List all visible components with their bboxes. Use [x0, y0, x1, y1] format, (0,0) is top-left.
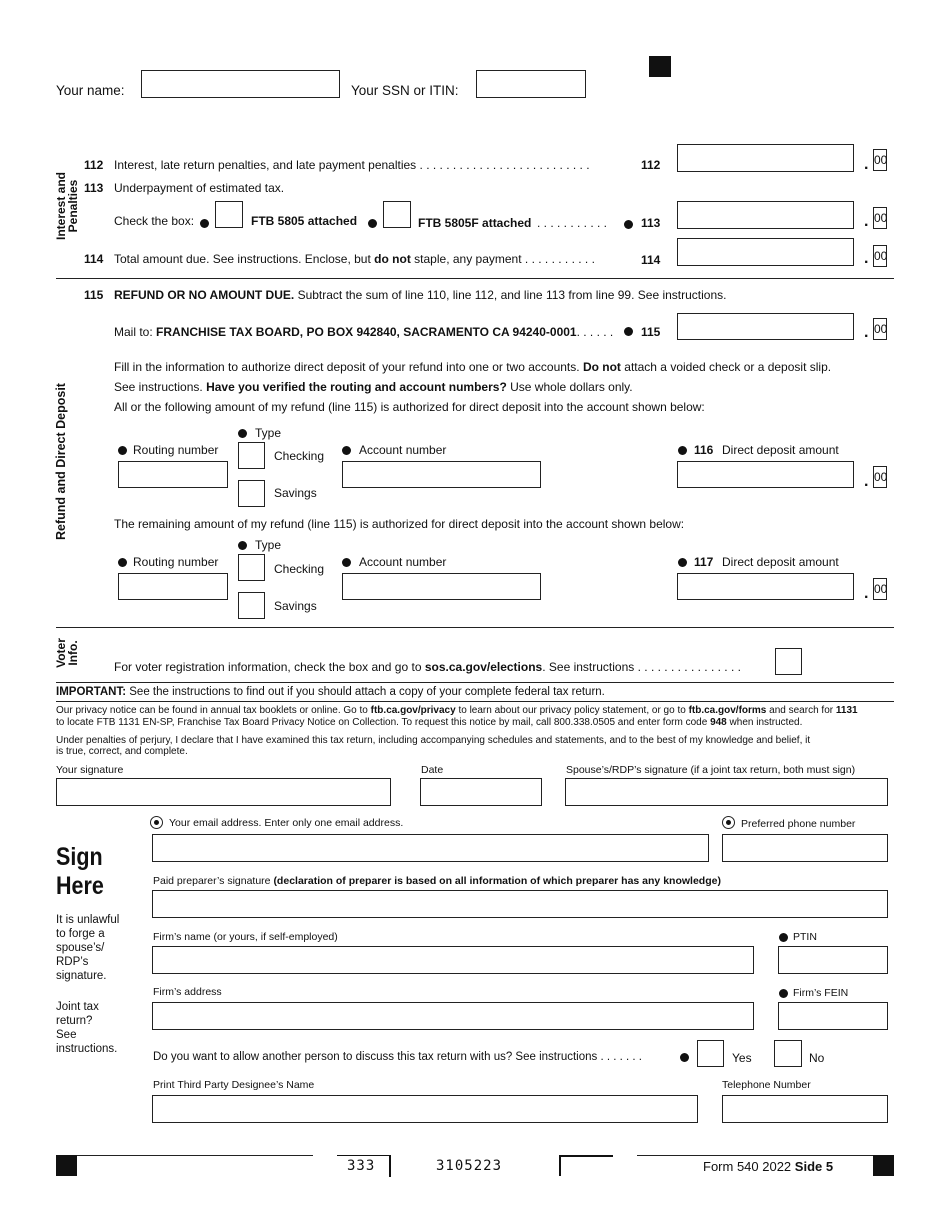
decimal-point: .	[864, 585, 869, 602]
line-113-amount-field[interactable]	[677, 201, 854, 229]
bullet-icon	[624, 327, 633, 336]
deposit-intro-3: All or the following amount of my refund (line 115) is authorized for direct deposit into the account shown below:	[114, 400, 705, 414]
preparer-signature-field[interactable]	[152, 890, 888, 918]
line-116-amount-field[interactable]	[677, 461, 854, 488]
line-114-amount-field[interactable]	[677, 238, 854, 266]
savings-label: Savings	[274, 599, 317, 613]
account-label: Account number	[359, 443, 447, 457]
routing-number-field-1[interactable]	[118, 461, 228, 488]
registration-mark-bottom-right	[873, 1155, 894, 1176]
bullet-icon	[118, 558, 127, 567]
ftb-5805-label: FTB 5805 attached	[251, 214, 358, 228]
checking-checkbox-2[interactable]	[238, 554, 265, 581]
your-signature-field[interactable]	[56, 778, 391, 806]
line-112-cents: 00	[873, 149, 887, 171]
line-114-number-right: 114	[641, 253, 661, 267]
decimal-point: .	[864, 250, 869, 267]
line-114-text: Total amount due. See instructions. Enclose, but do not staple, any payment . . . . . . . . . . .	[114, 252, 595, 266]
line-113-number-right: 113	[641, 216, 661, 230]
line-117-cents: 00	[873, 578, 887, 600]
spouse-signature-label: Spouse’s/RDP’s signature (if a joint tax return, both must sign)	[566, 764, 856, 776]
bullet-icon	[342, 558, 351, 567]
phone-field[interactable]	[722, 834, 888, 862]
section-divider	[56, 278, 894, 279]
footer-code-2: 3105223	[436, 1158, 503, 1174]
registration-mark-top	[649, 56, 671, 77]
decimal-point: .	[864, 324, 869, 341]
line-112-number-right: 112	[641, 158, 661, 172]
line-117-number: 117	[694, 555, 714, 569]
spouse-signature-field[interactable]	[565, 778, 888, 806]
privacy-notice-2: to locate FTB 1131 EN-SP, Franchise Tax Board Privacy Notice on Collection. To request this notice by mail, call 800.338.0505 and enter form code 948 when instructed.	[56, 717, 803, 728]
section-refund-label: Refund and Direct Deposit	[54, 383, 68, 540]
routing-label: Routing number	[133, 443, 219, 457]
line-113-text: Underpayment of estimated tax.	[114, 181, 285, 195]
line-114-number: 114	[84, 252, 104, 266]
phone-radio-icon[interactable]	[722, 816, 735, 829]
decimal-point: .	[864, 213, 869, 230]
account-label: Account number	[359, 555, 447, 569]
form-label: Form 540 2022 Side 5	[703, 1159, 834, 1174]
bullet-icon	[624, 220, 633, 229]
deposit-intro-1: Fill in the information to authorize direct deposit of your refund into one or two accounts. Do not attach a voided check or a deposit slip.	[114, 360, 832, 374]
bullet-icon	[678, 446, 687, 455]
unlawful-notice: It is unlawful to forge a spouse’s/ RDP’s signature.	[56, 914, 120, 982]
date-label: Date	[421, 764, 444, 776]
date-field[interactable]	[420, 778, 542, 806]
joint-return-notice: Joint tax return? See instructions.	[56, 1001, 118, 1055]
line-116-label: Direct deposit amount	[722, 443, 839, 457]
account-number-field-2[interactable]	[342, 573, 541, 600]
footer-line	[637, 1155, 873, 1156]
section-divider	[56, 682, 894, 683]
line-113-cents: 00	[873, 207, 887, 229]
telephone-label: Telephone Number	[722, 1079, 811, 1091]
bullet-icon	[779, 933, 788, 942]
firm-address-field[interactable]	[152, 1002, 754, 1030]
firm-name-label: Firm’s name (or yours, if self-employed)	[153, 931, 338, 943]
bullet-icon	[118, 446, 127, 455]
line-117-amount-field[interactable]	[677, 573, 854, 600]
deposit-intro-2: See instructions. Have you verified the routing and account numbers? Use whole dollars only.	[114, 380, 633, 394]
phone-label: Preferred phone number	[741, 818, 856, 830]
type-label: Type	[255, 538, 282, 552]
firm-address-label: Firm’s address	[153, 986, 222, 998]
line-117-label: Direct deposit amount	[722, 555, 839, 569]
your-signature-label: Your signature	[56, 764, 124, 776]
ptin-label: PTIN	[793, 931, 817, 943]
savings-label: Savings	[274, 486, 317, 500]
your-name-label: Your name:	[56, 83, 125, 98]
ssn-field[interactable]	[476, 70, 586, 98]
checking-label: Checking	[274, 562, 325, 576]
routing-number-field-2[interactable]	[118, 573, 228, 600]
section-voter-label: Voter Info.	[54, 638, 80, 668]
line-116-number: 116	[694, 443, 714, 457]
line-115-text: REFUND OR NO AMOUNT DUE. Subtract the sum of line 110, line 112, and line 113 from line 99. See instructions.	[114, 288, 727, 302]
designee-name-label: Print Third Party Designee’s Name	[153, 1079, 315, 1091]
decimal-point: .	[864, 156, 869, 173]
ssn-label: Your SSN or ITIN:	[351, 83, 459, 98]
ftb-5805f-checkbox[interactable]	[383, 201, 411, 228]
ptin-field[interactable]	[778, 946, 888, 974]
bullet-icon	[680, 1053, 689, 1062]
line-115-cents: 00	[873, 318, 887, 340]
bullet-icon	[779, 989, 788, 998]
bullet-icon	[368, 219, 377, 228]
bullet-icon	[238, 429, 247, 438]
section-divider	[56, 627, 894, 628]
line-113-dots: . . . . . . . . . . .	[537, 216, 608, 230]
line-112-number: 112	[84, 158, 104, 172]
checking-label: Checking	[274, 449, 325, 463]
discuss-text: Do you want to allow another person to discuss this tax return with us? See instructions . . . . . . .	[153, 1051, 642, 1063]
savings-checkbox-2[interactable]	[238, 592, 265, 619]
footer-line	[77, 1155, 313, 1156]
ftb-5805-checkbox[interactable]	[215, 201, 243, 228]
your-name-field[interactable]	[141, 70, 340, 98]
firm-name-field[interactable]	[152, 946, 754, 974]
email-field[interactable]	[152, 834, 709, 862]
privacy-notice-1: Our privacy notice can be found in annual tax booklets or online. Go to ftb.ca.gov/privacy to learn about our privacy policy statement, or go to ftb.ca.gov/forms and search for 1131	[56, 705, 858, 716]
checking-checkbox-1[interactable]	[238, 442, 265, 469]
bullet-icon	[678, 558, 687, 567]
line-112-amount-field[interactable]	[677, 144, 854, 172]
registration-mark-bottom-left	[56, 1155, 77, 1176]
ftb-5805f-label: FTB 5805F attached	[418, 216, 532, 230]
important-notice: IMPORTANT: See the instructions to find out if you should attach a copy of your complete federal tax return.	[56, 686, 605, 698]
discuss-no-checkbox[interactable]	[774, 1040, 802, 1067]
line-115-mail-to: Mail to: FRANCHISE TAX BOARD, PO BOX 942840, SACRAMENTO CA 94240-0001. . . . . .	[114, 325, 614, 339]
account-number-field-1[interactable]	[342, 461, 541, 488]
footer-code-1: 333	[347, 1158, 376, 1174]
deposit-remaining-text: The remaining amount of my refund (line 115) is authorized for direct deposit into the account shown below:	[114, 517, 685, 531]
preparer-signature-label: Paid preparer’s signature (declaration of preparer is based on all information of which preparer has any knowledge)	[153, 875, 721, 887]
email-radio-icon[interactable]	[150, 816, 163, 829]
perjury-text-2: is true, correct, and complete.	[56, 746, 188, 757]
line-112-text: Interest, late return penalties, and late payment penalties . . . . . . . . . . . . . . . . . . . . . . . . . .	[114, 158, 590, 172]
routing-label: Routing number	[133, 555, 219, 569]
savings-checkbox-1[interactable]	[238, 480, 265, 507]
footer-bracket	[559, 1155, 613, 1176]
bullet-icon	[238, 541, 247, 550]
email-label: Your email address. Enter only one email address.	[169, 817, 404, 829]
firm-fein-field[interactable]	[778, 1002, 888, 1030]
type-label: Type	[255, 426, 282, 440]
voter-text: For voter registration information, check the box and go to sos.ca.gov/elections. See instructions . . . . . . . . . . . . . . . .	[114, 660, 741, 674]
sign-here-heading: Sign Here	[56, 843, 104, 900]
bullet-icon	[200, 219, 209, 228]
decimal-point: .	[864, 473, 869, 490]
line-115-number: 115	[84, 288, 104, 302]
line-115-amount-field[interactable]	[677, 313, 854, 340]
bullet-icon	[342, 446, 351, 455]
line-113-number: 113	[84, 181, 104, 195]
line-113-check-label: Check the box:	[114, 214, 195, 228]
yes-label: Yes	[732, 1051, 752, 1065]
section-divider	[56, 701, 894, 702]
designee-name-field[interactable]	[152, 1095, 698, 1123]
line-115-number-right: 115	[641, 325, 661, 339]
perjury-text-1: Under penalties of perjury, I declare that I have examined this tax return, including accompanying schedules and statements, and to the best of my knowledge and belief, it	[56, 735, 811, 746]
voter-checkbox[interactable]	[775, 648, 802, 675]
section-interest-label: Interest and Penalties	[54, 172, 80, 241]
discuss-yes-checkbox[interactable]	[697, 1040, 724, 1067]
telephone-field[interactable]	[722, 1095, 888, 1123]
no-label: No	[809, 1051, 825, 1065]
firm-fein-label: Firm’s FEIN	[793, 987, 849, 999]
line-114-cents: 00	[873, 245, 887, 267]
line-116-cents: 00	[873, 466, 887, 488]
